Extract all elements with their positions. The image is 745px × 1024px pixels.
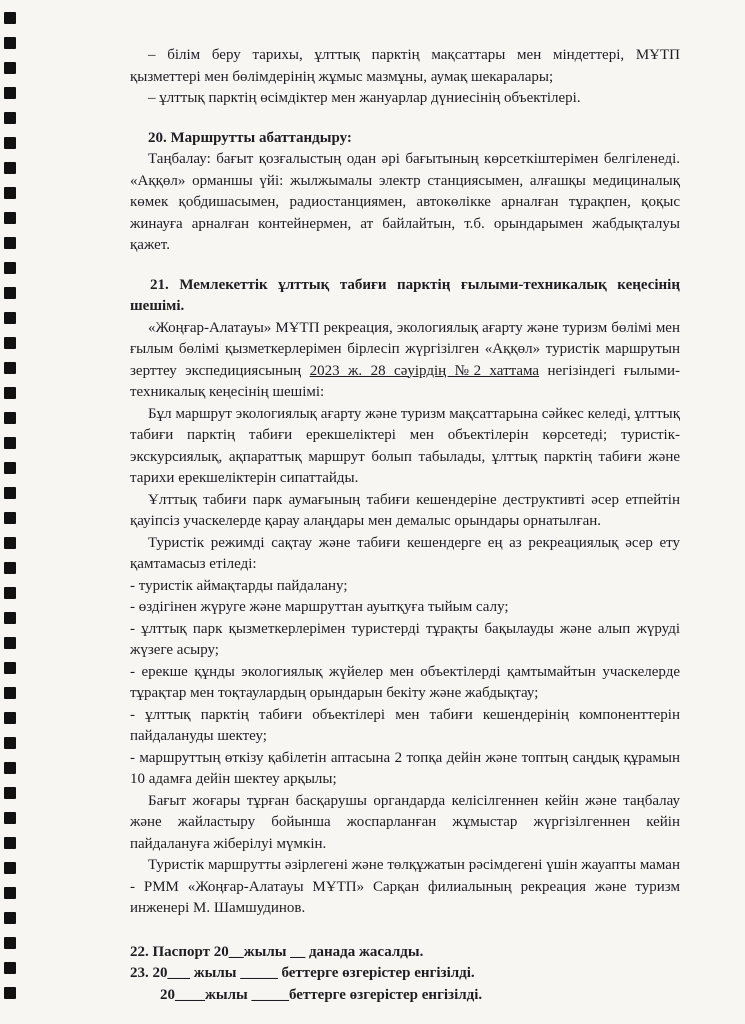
binding-ring: [4, 37, 16, 49]
list-item: - ұлттық парк қызметкерлерімен туристерді тұрақты бақылауды және алып жүруді жүзеге асыру;: [130, 620, 680, 658]
binding-ring: [4, 287, 16, 299]
paragraph: Бұл маршрут экологиялық ағарту және туризм мақсаттарына сәйкес келеді, ұлттық табиғи парктің табиғи ерекшеліктері мен объектілерін көрсетеді; туристік-экскурсиялық, ақпараттық маршрут болып табылады, ұлттық парктің табиғи және тарихи ерекшеліктерін сипаттайды.: [130, 405, 680, 486]
section-20-text: Таңбалау: бағыт қозғалыстың одан әрі бағытының көрсеткіштерімен белгіленеді. «Аққөл» орманшы үйі: жылжымалы электр станциясымен, алғашқы медициналық көмек қобдишасымен, радиостанциямен, автокөлікке арналған тұрақпен, қоқыс жинауға арналған контейнермен, ат байлайтын, т.б. орындарымен жабдықталуы қажет.: [130, 151, 680, 253]
binding-ring: [4, 662, 16, 674]
binding-ring: [4, 462, 16, 474]
binding-ring: [4, 112, 16, 124]
section-21-intro: [130, 318, 680, 404]
binding-ring: [4, 337, 16, 349]
binding-ring: [4, 912, 16, 924]
list-item: - өздігінен жүруге және маршруттан ауытқуға тыйым салу;: [130, 599, 509, 615]
binding-ring: [4, 987, 16, 999]
paragraph: Туристік маршрутты әзірлегені және төлқұжатын рәсімдегені үшін жауапты маман - РММ «Жоңғар-Алатауы МҰТП» Сарқан филиалының рекреация және туризм инженері М. Шамшудинов.: [130, 857, 680, 916]
footer-line-22: 22. Паспорт 20__жылы __ данада жасалды.: [130, 943, 424, 960]
bullet-item: – ұлттық парктің өсімдіктер мен жануарлар дүниесінің объектілері.: [148, 90, 581, 106]
binding-ring: [4, 87, 16, 99]
binding-ring: [4, 437, 16, 449]
spiral-binding: [0, 0, 22, 1024]
binding-ring: [4, 537, 16, 549]
binding-ring: [4, 937, 16, 949]
footer-line-23: 23. 20___ жылы _____ беттерге өзгерістер енгізілді.: [130, 965, 475, 981]
section-21-heading: 21. Мемлекеттік ұлттық табиғи парктің ғылыми-техникалық кеңесінің шешімі.: [130, 276, 680, 314]
list-item: - туристік аймақтарды пайдалану;: [130, 577, 348, 594]
paragraph: Бағыт жоғары тұрған басқарушы органдарда келісілгеннен кейін және таңбалау және жайластыру бойынша жоспарланған жұмыстар жүргізілгеннен кейін пайдалануға жіберілуі мүмкін.: [130, 792, 680, 852]
intro-text: «Жоңғар-Алатауы» МҰТП рекреация, экологиялық ағарту және туризм бөлімі мен ғылым бөлімі қызметкерлерімен бірлесіп жүргізілген «Аққөл» туристік маршрутын зерттеу экспедициясының: [130, 319, 680, 379]
footer-line-23b: 20____жылы _____беттерге өзгерістер енгізілді.: [160, 986, 483, 1003]
bullet-item: – білім беру тарихы, ұлттық парктің мақсаттары мен міндеттері, МҰТП қызметтері мен бөлімдерінің жұмыс мазмұны, аумақ шекаралары;: [130, 47, 680, 85]
binding-ring: [4, 387, 16, 399]
binding-ring: [4, 762, 16, 774]
intro-text-end: негізіндегі ғылыми-техникалық кеңесінің шешімі:: [130, 362, 681, 400]
binding-ring: [4, 162, 16, 174]
binding-ring: [4, 737, 16, 749]
binding-ring: [4, 812, 16, 824]
binding-ring: [4, 62, 16, 74]
binding-ring: [4, 237, 16, 249]
protocol-reference: 2023 ж. 28 сәуірдің №2 хаттама: [309, 362, 540, 379]
paragraph: Ұлттық табиғи парк аумағының табиғи кешендеріне деструктивті әсер етпейтін қауіпсіз учаскелерде қарау алаңдары мен демалыс орындары орнатылған.: [130, 491, 680, 529]
binding-ring: [4, 637, 16, 649]
binding-ring: [4, 362, 16, 374]
binding-ring: [4, 587, 16, 599]
list-item: - ерекше құнды экологиялық жүйелер мен объектілерді қамтымайтын учаскелерде тұрақтар мен тоқтаулардың орындарын бекіту және жабдықтау;: [130, 663, 680, 701]
binding-ring: [4, 837, 16, 849]
list-item: - ұлттық парктің табиғи объектілері мен табиғи кешендерінің компоненттерін пайдалануды шектеу;: [130, 706, 680, 744]
binding-ring: [4, 862, 16, 874]
binding-ring: [4, 262, 16, 274]
binding-ring: [4, 12, 16, 24]
section-20-heading: 20. Маршрутты абаттандыру:: [148, 129, 352, 146]
binding-ring: [4, 512, 16, 524]
binding-ring: [4, 312, 16, 324]
binding-ring: [4, 887, 16, 899]
list-item: - маршруттың өткізу қабілетін аптасына 2 топқа дейін және топтың саңдық құрамын 10 адамға дейін шектеу арқылы;: [130, 749, 680, 787]
binding-ring: [4, 712, 16, 724]
binding-ring: [4, 137, 16, 149]
binding-ring: [4, 612, 16, 624]
binding-ring: [4, 412, 16, 424]
binding-ring: [4, 687, 16, 699]
document-page: [130, 45, 680, 1006]
binding-ring: [4, 187, 16, 199]
binding-ring: [4, 487, 16, 499]
paragraph: Туристік режимді сақтау және табиғи кешендерге ең аз рекреациялық әсер ету қамтамасыз етіледі:: [130, 534, 680, 572]
binding-ring: [4, 212, 16, 224]
binding-ring: [4, 562, 16, 574]
binding-ring: [4, 962, 16, 974]
binding-ring: [4, 787, 16, 799]
